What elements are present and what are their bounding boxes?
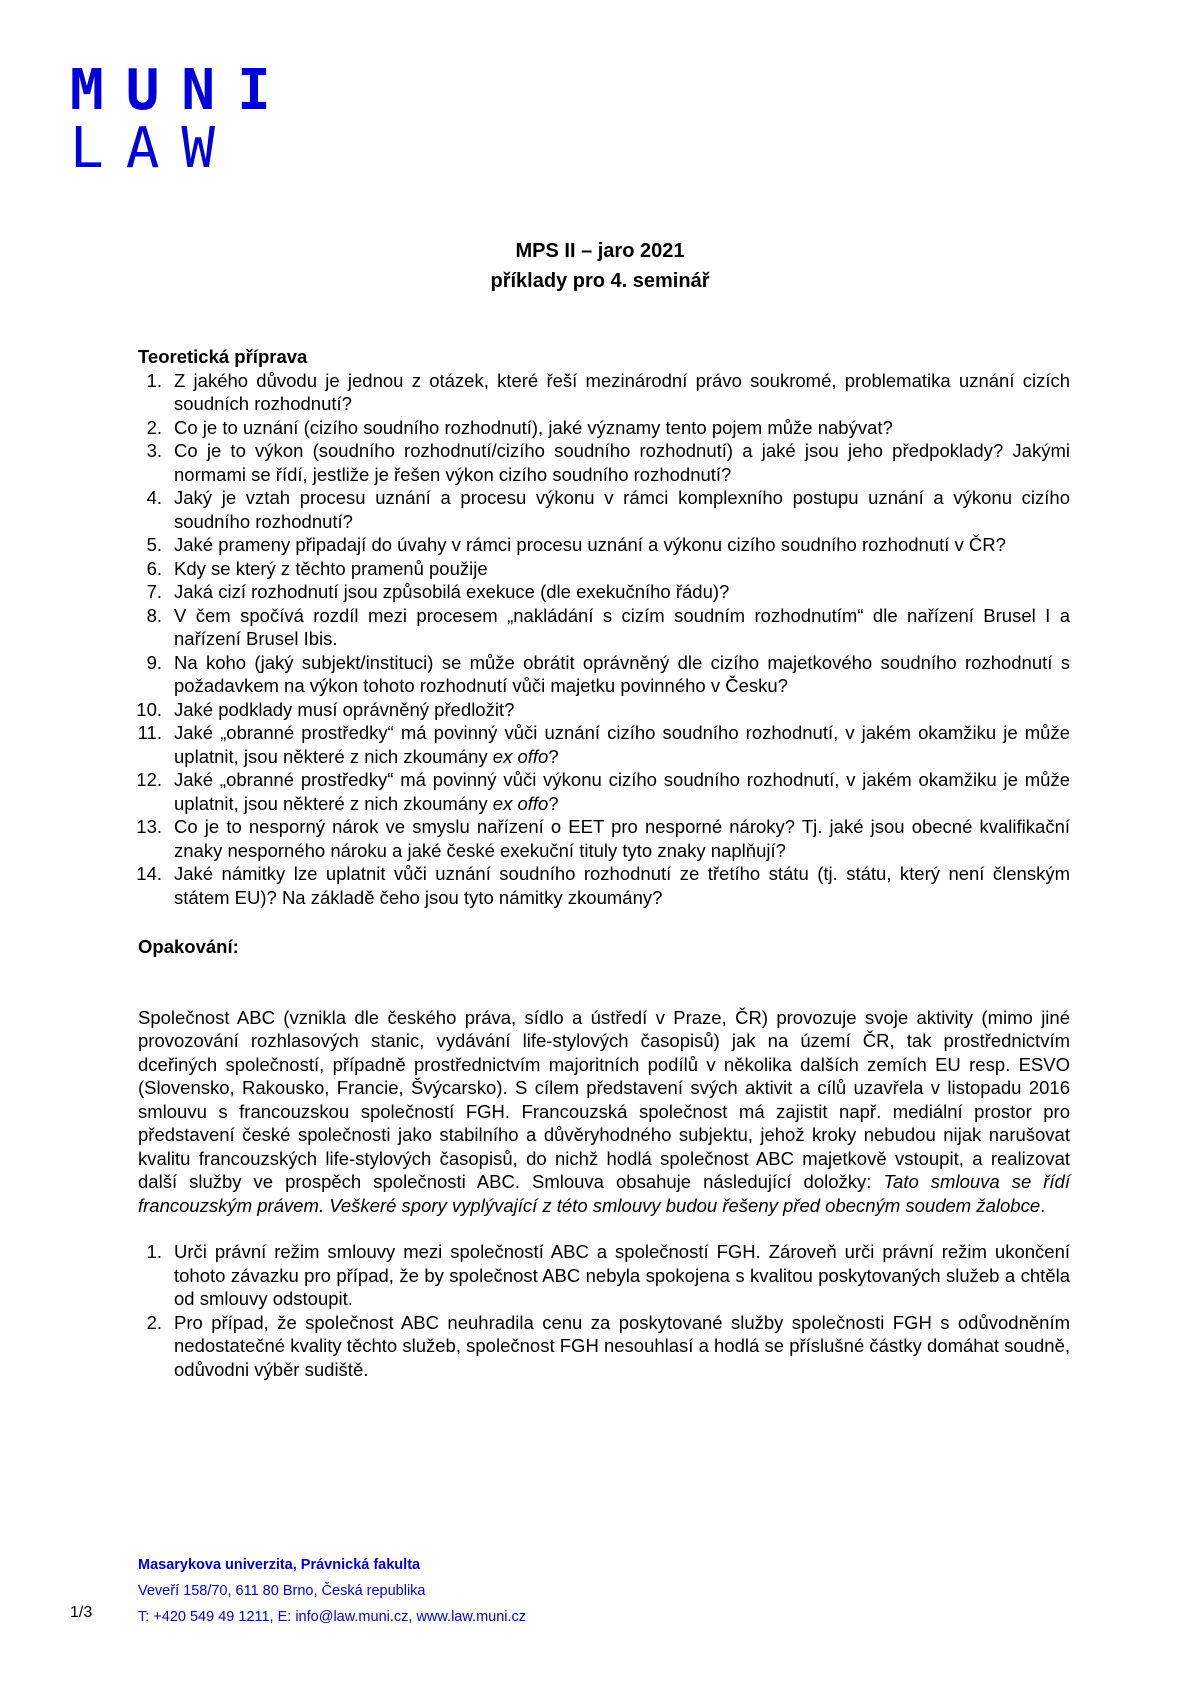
list-item-body: Jaké podklady musí oprávněný předložit? [174, 698, 515, 720]
list-item [138, 557, 1070, 581]
list-item-number: 11. [137, 722, 162, 743]
theory-question-list [138, 369, 1070, 910]
review-section [138, 935, 1070, 1381]
list-item-body: Pro případ, že společnost ABC neuhradila cenu za poskytované služby společnosti FGH s odůvodněním nedostatečné kvality těchto služeb, společnost FGH nesouhlasí a hodlá se příslušné částky domáhat soudně, odůvodni výběr sudiště. [174, 1311, 1070, 1380]
list-item [138, 862, 1070, 909]
footer-address: Veveří 158/70, 611 80 Brno, Česká republika [138, 1583, 426, 1599]
list-item-body: Co je to nesporný nárok ve smyslu nařízení o EET pro nesporné nároky? Tj. jaké jsou obecné kvalifikační znaky nesporného nároku a jaké české exekuční tituly tyto znaky naplňují? [174, 816, 1070, 861]
list-item-number: 7. [146, 581, 162, 602]
list-item-body: Jaké „obranné prostředky“ má povinný vůči uznání cizího soudního rozhodnutí, v jakém okamžiku je může uplatnit, jsou některé z nich zkoumány [174, 722, 1070, 767]
list-item-number: 1. [146, 369, 162, 391]
title-main: MPS II – jaro 2021 [515, 240, 685, 262]
list-item-number: 12. [136, 769, 162, 790]
theory-heading: Teoretická příprava [138, 346, 308, 367]
list-item [138, 580, 1070, 604]
list-item-body: Na koho (jaký subjekt/instituci) se může obrátit oprávněný dle cizího majetkového soudního rozhodnutí s požadavkem na výkon tohoto rozhodnutí vůči majetku povinného v Česku? [174, 651, 1070, 696]
list-item-text [174, 768, 1070, 815]
list-item-number: 1. [146, 1241, 162, 1262]
list-item-text [174, 557, 1070, 581]
list-item-text [174, 1311, 1070, 1382]
footer-org: Masarykova univerzita, Právnická fakulta [138, 1557, 421, 1573]
list-item-body: Jaká cizí rozhodnutí jsou způsobilá exekuce (dle exekučního řádu)? [174, 581, 730, 602]
case-task-list [138, 1240, 1070, 1381]
theory-section [138, 345, 1070, 909]
title-subtitle: příklady pro 4. seminář [490, 270, 710, 292]
list-item-emphasis: ex offo [492, 792, 549, 814]
list-item-tail: ? [548, 792, 559, 814]
logo-line-muni: MUNI [70, 58, 293, 123]
list-item [138, 768, 1070, 815]
list-item-text [174, 721, 1070, 768]
list-item-body: Urči právní režim smlouvy mezi společností ABC a společností FGH. Zároveň urči právní režim ukončení tohoto závazku pro případ, že by společnost ABC nebyla spokojena s kvalitou poskytovaných služeb a chtěla od smlouvy odstoupit. [174, 1241, 1070, 1309]
list-item [138, 533, 1070, 557]
list-item-body: Jaký je vztah procesu uznání a procesu výkonu v rámci komplexního postupu uznání a výkonu cizího soudního rozhodnutí? [174, 487, 1070, 532]
list-item [138, 815, 1070, 862]
list-item-number: 4. [146, 487, 162, 508]
list-item-text [174, 486, 1070, 533]
list-item [138, 439, 1070, 486]
list-item-body: Jaké prameny připadají do úvahy v rámci procesu uznání a výkonu cizího soudního rozhodnutí v ČR? [174, 534, 1006, 555]
list-item-number: 5. [146, 534, 162, 555]
list-item [138, 604, 1070, 651]
list-item [138, 1240, 1070, 1311]
case-text-end: . [1040, 1194, 1046, 1216]
list-item-text [174, 862, 1070, 909]
case-clause-italic: Tato smlouva se řídí francouzským právem. Veškeré spory vyplývající z této smlouvy budou řešeny před obecným soudem žalobce [138, 1171, 1070, 1216]
list-item [138, 486, 1070, 533]
list-item-body: Jaké „obranné prostředky“ má povinný vůči výkonu cizího soudního rozhodnutí, v jakém okamžiku je může uplatnit, jsou některé z nich zkoumány [174, 769, 1070, 814]
list-item-number: 2. [146, 416, 162, 438]
list-item-number: 9. [146, 651, 162, 673]
list-item-emphasis: ex offo [492, 745, 549, 767]
list-item [138, 369, 1070, 416]
list-item-text [174, 369, 1070, 416]
list-item-tail: ? [548, 745, 559, 767]
list-item-text [174, 1240, 1070, 1311]
list-item [138, 698, 1070, 722]
list-item-body: V čem spočívá rozdíl mezi procesem „nakládání s cizím soudním rozhodnutím“ dle nařízení Brusel I a nařízení Brusel Ibis. [174, 604, 1070, 649]
list-item-body: Z jakého důvodu je jednou z otázek, které řeší mezinárodní právo soukromé, problematika uznání cizích soudních rozhodnutí? [174, 369, 1070, 414]
muni-law-logo [70, 58, 293, 181]
page-number: 1/3 [70, 1604, 93, 1621]
list-item-text [174, 533, 1070, 557]
review-heading: Opakování: [138, 936, 239, 957]
list-item-text [174, 651, 1070, 698]
list-item-number: 3. [146, 440, 162, 461]
list-item [138, 721, 1070, 768]
list-item-text [174, 815, 1070, 862]
list-item-number: 13. [136, 816, 162, 837]
list-item-text [174, 698, 1070, 722]
document-title [0, 236, 1200, 296]
list-item [138, 1311, 1070, 1382]
list-item-text [174, 580, 1070, 604]
list-item-number: 2. [146, 1311, 162, 1333]
list-item-text [174, 604, 1070, 651]
logo-line-law: LAW [70, 116, 238, 181]
list-item-number: 14. [136, 863, 162, 884]
list-item-body: Jaké námitky lze uplatnit vůči uznání soudního rozhodnutí ze třetího státu (tj. státu, který není členským státem EU)? Na základě čeho jsou tyto námitky zkoumány? [174, 863, 1070, 908]
list-item-number: 6. [146, 557, 162, 579]
footer-contact: T: +420 549 49 1211, E: info@law.muni.cz, www.law.muni.cz [138, 1609, 527, 1625]
list-item-body: Kdy se který z těchto pramenů použije [174, 557, 488, 579]
list-item-body: Co je to uznání (cizího soudního rozhodnutí), jaké významy tento pojem může nabývat? [174, 416, 893, 438]
list-item-body: Co je to výkon (soudního rozhodnutí/cizího soudního rozhodnutí) a jaké jsou jeho předpoklady? Jakými normami se řídí, jestliže je řešen výkon cizího soudního rozhodnutí? [174, 440, 1070, 485]
list-item-number: 10. [136, 698, 162, 720]
list-item [138, 416, 1070, 440]
list-item-number: 8. [146, 604, 162, 626]
list-item [138, 651, 1070, 698]
case-paragraph [138, 1006, 1070, 1218]
list-item-text [174, 416, 1070, 440]
list-item-text [174, 439, 1070, 486]
case-text: Společnost ABC (vznikla dle českého práva, sídlo a ústředí v Praze, ČR) provozuje svoje aktivity (mimo jiné provozování rozhlasových stanic, vydávání life-stylových časopisů) jak na území ČR, tak prostřednictvím dceřiných společností, případně prostřednictvím majoritních podílů v několika dalších zemích EU resp. ESVO (Slovensko, Rakousko, Francie, Švýcarsko). S cílem představení svých aktivit a cílů uzavřela v listopadu 2016 smlouvu s francouzskou společností FGH. Francouzská společnost má zajistit např. mediální prostor pro představení české společnosti jako stabilního a důvěryhodného subjektu, jehož kroky nebudou nijak narušovat kvalitu francouzských life-stylových časopisů, do nichž hodlá společnost ABC majetkově vstoupit, a realizovat další služby ve prospěch společnosti ABC. Smlouva obsahuje následující doložky: [138, 1006, 1070, 1192]
footer [138, 1552, 526, 1630]
